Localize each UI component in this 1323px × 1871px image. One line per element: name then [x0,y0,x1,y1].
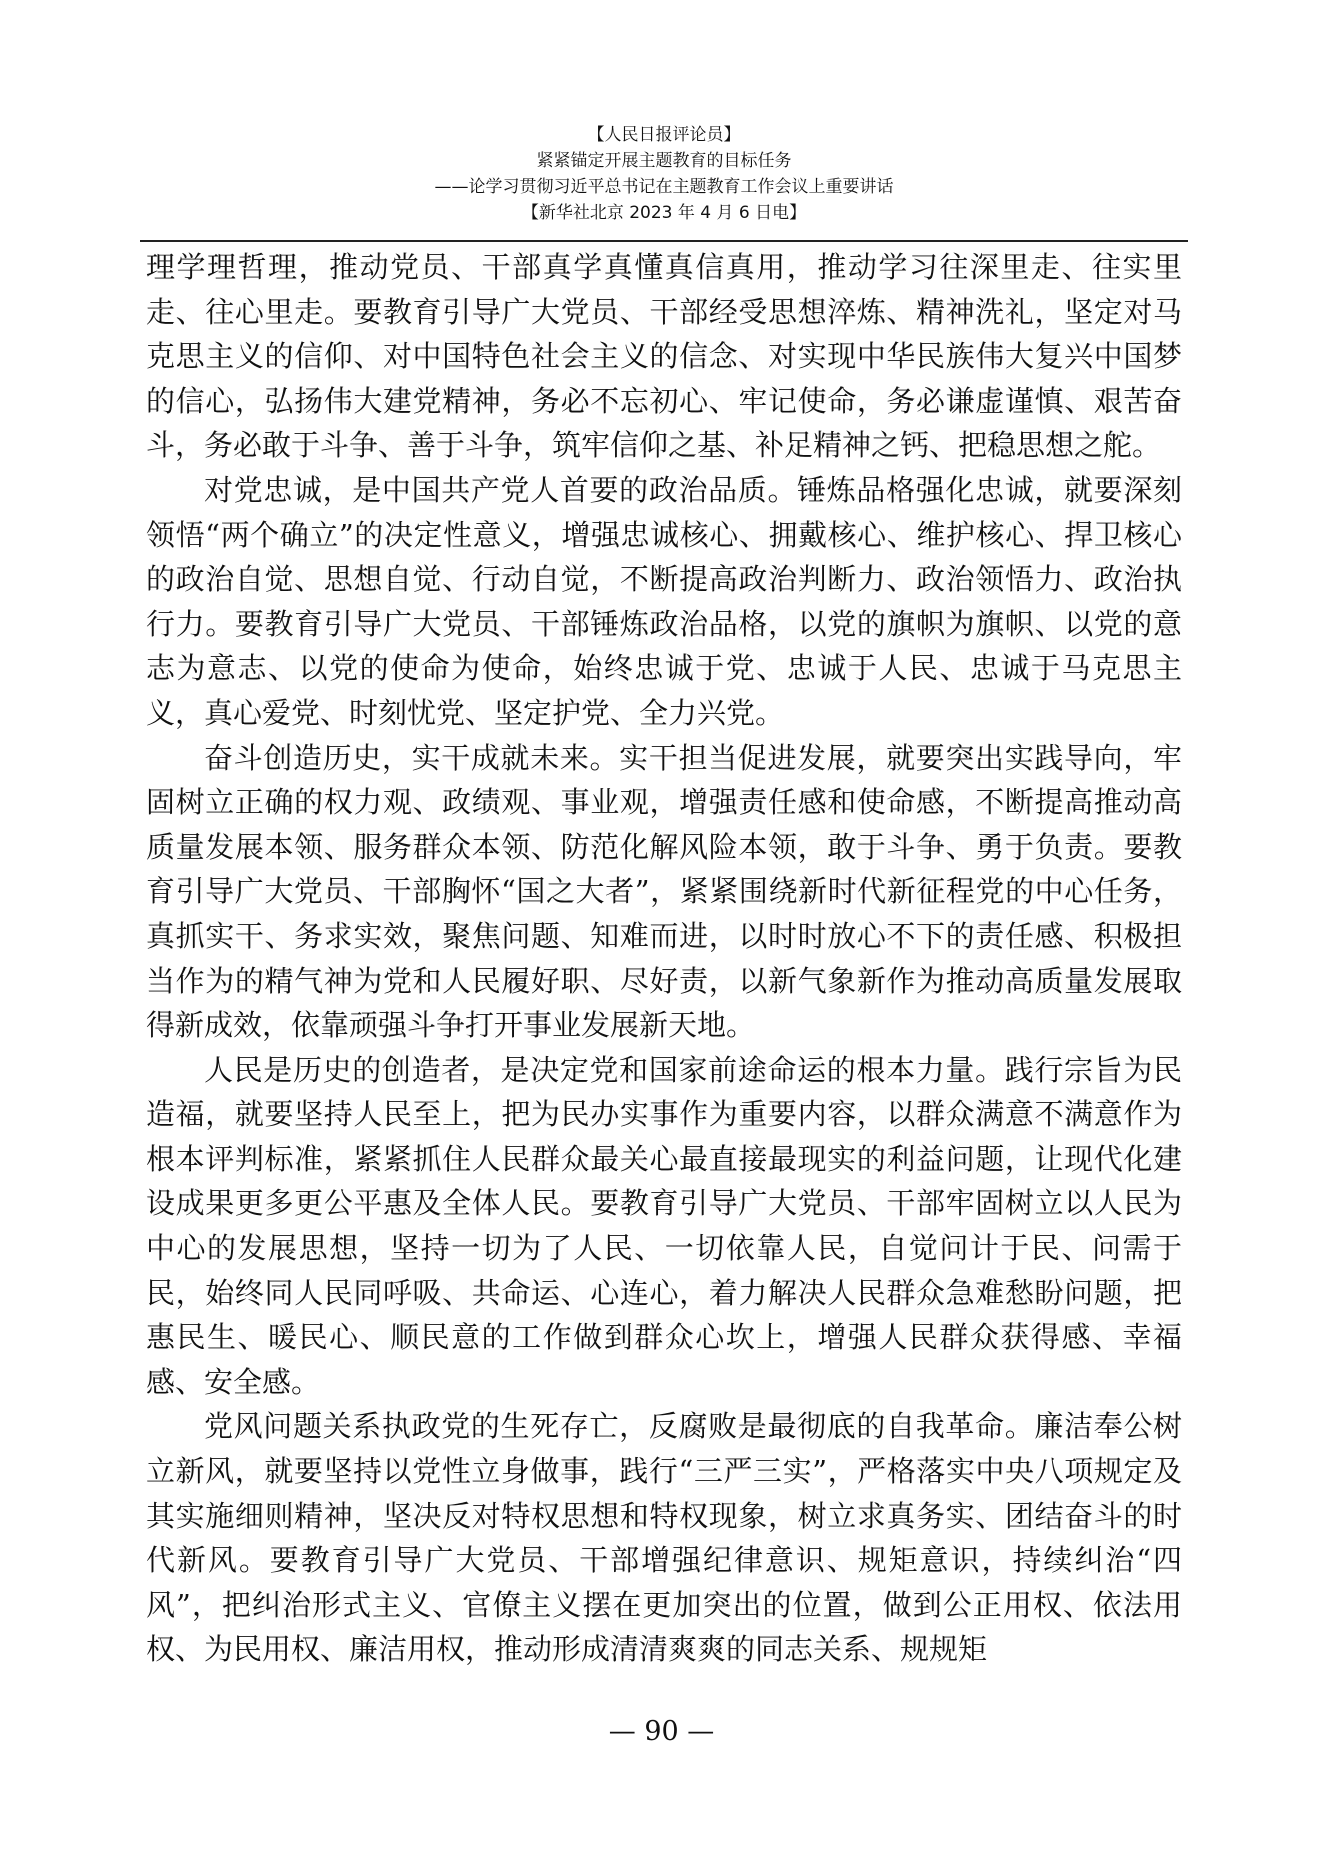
paragraph-struggle: 奋斗创造历史，实干成就未来。实干担当促进发展，就要突出实践导向，牢固树立正确的权力观、政绩观、事业观，增强责任感和使命感，不断提高推动高质量发展本领、服务群众本领、防范化解风险本领，敢于斗争、勇于负责。要教育引导广大党员、干部胸怀“国之大者”，紧紧围绕新时代新征程党的中心任务，真抓实干、务求实效，聚焦问题、知难而进，以时时放心不下的责任感、积极担当作为的精气神为党和人民履好职、尽好责，以新气象新作为推动高质量发展取得新成效，依靠顽强斗争打开事业发展新天地。 [146,740,1182,1043]
document-header [140,122,1188,226]
header-divider [140,240,1188,242]
page-number: — 90 — [608,1716,715,1747]
article-body [146,245,1182,1672]
header-source: 【人民日报评论员】 [587,125,741,145]
paragraph-continuation: 理学理哲理，推动党员、干部真学真懂真信真用，推动学习往深里走、往实里走、往心里走。要教育引导广大党员、干部经受思想淬炼、精神洗礼，坚定对马克思主义的信仰、对中国特色社会主义的信念、对实现中华民族伟大复兴中国梦的信心，弘扬伟大建党精神，务必不忘初心、牢记使命，务必谦虚谨慎、艰苦奋斗，务必敢于斗争、善于斗争，筑牢信仰之基、补足精神之钙、把稳思想之舵。 [146,250,1182,463]
header-dateline: 【新华社北京 2023 年 4 月 6 日电】 [521,203,807,223]
paragraph-people: 人民是历史的创造者，是决定党和国家前途命运的根本力量。践行宗旨为民造福，就要坚持人民至上，把为民办实事作为重要内容，以群众满意不满意作为根本评判标准，紧紧抓住人民群众最关心最直接最现实的利益问题，让现代化建设成果更多更公平惠及全体人民。要教育引导广大党员、干部牢固树立以人民为中心的发展思想，坚持一切为了人民、一切依靠人民，自觉问计于民、问需于民，始终同人民同呼吸、共命运、心连心，着力解决人民群众急难愁盼问题，把惠民生、暖民心、顺民意的工作做到群众心坎上，增强人民群众获得感、幸福感、安全感。 [146,1052,1182,1399]
header-title: 紧紧锚定开展主题教育的目标任务 [536,151,792,171]
paragraph-loyalty: 对党忠诚，是中国共产党人首要的政治品质。锤炼品格强化忠诚，就要深刻领悟“两个确立”的决定性意义，增强忠诚核心、拥戴核心、维护核心、捍卫核心的政治自觉、思想自觉、行动自觉，不断提高政治判断力、政治领悟力、政治执行力。要教育引导广大党员、干部锤炼政治品格，以党的旗帜为旗帜、以党的意志为意志、以党的使命为使命，始终忠诚于党、忠诚于人民、忠诚于马克思主义，真心爱党、时刻忧党、坚定护党、全力兴党。 [146,472,1182,730]
paragraph-party-conduct: 党风问题关系执政党的生死存亡，反腐败是最彻底的自我革命。廉洁奉公树立新风，就要坚持以党性立身做事，践行“三严三实”，严格落实中央八项规定及其实施细则精神，坚决反对特权思想和特权现象，树立求真务实、团结奋斗的时代新风。要教育引导广大党员、干部增强纪律意识、规矩意识，持续纠治“四风”，把纠治形式主义、官僚主义摆在更加突出的位置，做到公正用权、依法用权、为民用权、廉洁用权，推动形成清清爽爽的同志关系、规规矩 [146,1409,1182,1667]
header-subtitle: ——论学习贯彻习近平总书记在主题教育工作会议上重要讲话 [434,177,894,197]
